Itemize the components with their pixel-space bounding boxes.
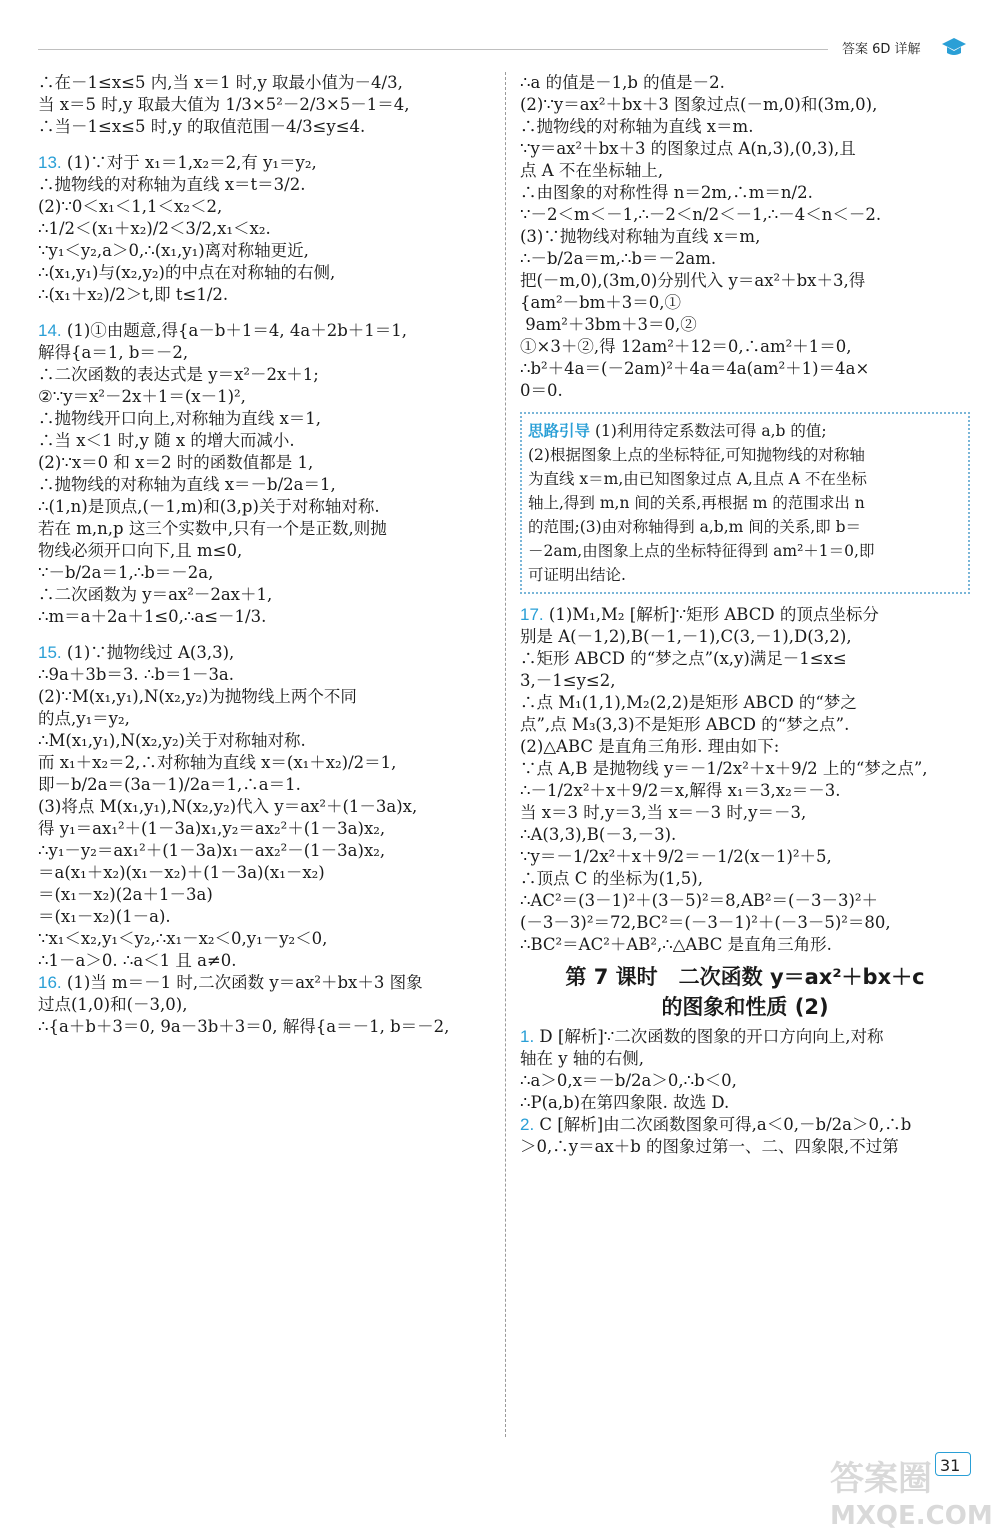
left-column-line: ∴(1,n)是顶点,(－1,m)和(3,p)关于对称轴对称. bbox=[38, 497, 380, 516]
right-column-top-line: {am²－bm＋3＝0,① bbox=[520, 293, 682, 312]
right-column-bottom bbox=[520, 1026, 970, 1158]
left-column-line: 16. (1)当 m＝－1 时,二次函数 y＝ax²＋bx＋3 图象 bbox=[38, 973, 423, 992]
left-column-line: ＝(x₁－x₂)(1－a). bbox=[38, 907, 171, 926]
right-column-mid-line: ∵y＝－1/2x²＋x＋9/2＝－1/2(x－1)²＋5, bbox=[520, 847, 832, 866]
lesson-title-line1: 第 7 课时 二次函数 y＝ax²＋bx＋c bbox=[565, 965, 925, 989]
right-column-top-line: ∵y＝ax²＋bx＋3 的图象过点 A(n,3),(0,3),且 bbox=[520, 139, 856, 158]
left-column bbox=[38, 72, 490, 1038]
right-column-mid-line: ∴A(3,3),B(－3,－3). bbox=[520, 825, 677, 844]
right-column-mid-line: ∴－1/2x²＋x＋9/2＝x,解得 x₁＝3,x₂＝－3. bbox=[520, 781, 841, 800]
right-column-mid bbox=[520, 604, 970, 956]
left-column-line: ∴当 x＜1 时,y 随 x 的增大而减小. bbox=[38, 431, 295, 450]
left-column-line: ∵－b/2a＝1,∴b＝－2a, bbox=[38, 563, 214, 582]
lesson-title bbox=[520, 962, 970, 1022]
right-column-top-line: ∵－2＜m＜－1,∴－2＜n/2＜－1,∴－4＜n＜－2. bbox=[520, 205, 882, 224]
right-column-top-line: (2)∵y＝ax²＋bx＋3 图象过点(－m,0)和(3m,0), bbox=[520, 95, 878, 114]
left-column-line: 得 y₁＝ax₁²＋(1－3a)x₁,y₂＝ax₂²＋(1－3a)x₂, bbox=[38, 819, 386, 838]
hint-title: 思路引导 bbox=[528, 421, 591, 440]
right-column-mid-line: 点”,点 M₃(3,3)不是矩形 ABCD 的“梦之点”. bbox=[520, 715, 850, 734]
left-column-line: 14. (1)①由题意,得{a－b＋1＝4, 4a＋2b＋1＝1, bbox=[38, 321, 408, 340]
left-column-line: ∵x₁＜x₂,y₁＜y₂,∴x₁－x₂＜0,y₁－y₂＜0, bbox=[38, 929, 328, 948]
left-column-line: (2)∵M(x₁,y₁),N(x₂,y₂)为抛物线上两个不同 bbox=[38, 687, 357, 706]
hint-line: －2am,由图象上点的坐标特征得到 am²＋1＝0,即 bbox=[528, 542, 875, 560]
right-column-mid-line: (2)△ABC 是直角三角形. 理由如下: bbox=[520, 737, 780, 756]
header-rule bbox=[38, 49, 828, 50]
right-column-bottom-line: 2. C [解析]由二次函数图象可得,a＜0,－b/2a＞0,∴b bbox=[520, 1115, 912, 1134]
right-column-top-line: (3)∵抛物线对称轴为直线 x＝m, bbox=[520, 227, 761, 246]
right-column-mid-line: 17. (1)M₁,M₂ [解析]∵矩形 ABCD 的顶点坐标分 bbox=[520, 605, 879, 624]
right-column-top-line: ∴b²＋4a＝(－2am)²＋4a＝4a(am²＋1)＝4a× bbox=[520, 359, 870, 378]
left-column-line: ∴y₁－y₂＝ax₁²＋(1－3a)x₁－ax₂²－(1－3a)x₂, bbox=[38, 841, 386, 860]
right-column-bottom-line: ∴P(a,b)在第四象限. 故选 D. bbox=[520, 1093, 730, 1112]
hint-line: (1)利用待定系数法可得 a,b 的值; bbox=[594, 422, 827, 440]
question-number: 13. bbox=[38, 153, 62, 172]
right-column-top-line: 9am²＋3bm＋3＝0,② bbox=[520, 315, 697, 334]
left-column-line: ∴抛物线的对称轴为直线 x＝－b/2a＝1, bbox=[38, 475, 336, 494]
right-column-mid-line: 3,－1≤y≤2, bbox=[520, 671, 616, 690]
question-number: 14. bbox=[38, 321, 62, 340]
left-column-line: 而 x₁＋x₂＝2,∴对称轴为直线 x＝(x₁＋x₂)/2＝1, bbox=[38, 753, 397, 772]
right-column-top bbox=[520, 72, 970, 402]
left-column-line: ②∵y＝x²－2x＋1＝(x－1)², bbox=[38, 387, 246, 406]
right-column-top-line: 0＝0. bbox=[520, 381, 563, 400]
hint-lines bbox=[528, 422, 962, 587]
right-column-mid-line: ∴BC²＝AC²＋AB²,∴△ABC 是直角三角形. bbox=[520, 935, 832, 954]
left-column-line bbox=[38, 306, 490, 320]
left-column-line: ∴二次函数为 y＝ax²－2ax＋1, bbox=[38, 585, 273, 604]
right-column-bottom-line: ∴a＞0,x＝－b/2a＞0,∴b＜0, bbox=[520, 1071, 737, 1090]
left-column-line: ∴二次函数的表达式是 y＝x²－2x＋1; bbox=[38, 365, 319, 384]
left-column-line: 物线必须开口向下,且 m≤0, bbox=[38, 541, 243, 560]
left-column-line: ∴(x₁＋x₂)/2＞t,即 t≤1/2. bbox=[38, 285, 229, 304]
left-column-line: ∴1－a＞0. ∴a＜1 且 a≠0. bbox=[38, 951, 237, 970]
hint-box bbox=[520, 412, 970, 594]
question-number: 2. bbox=[520, 1115, 535, 1134]
lesson-title-line2: 的图象和性质 (2) bbox=[661, 995, 829, 1019]
left-column-line: (2)∵0＜x₁＜1,1＜x₂＜2, bbox=[38, 197, 223, 216]
left-column-line: 若在 m,n,p 这三个实数中,只有一个是正数,则抛 bbox=[38, 519, 387, 538]
page-number: 31 bbox=[940, 1456, 961, 1475]
right-column-bottom-line: 轴在 y 轴的右侧, bbox=[520, 1049, 645, 1068]
hint-line: 轴上,得到 m,n 间的关系,再根据 m 的范围求出 n bbox=[528, 494, 865, 512]
right-column-mid-line: 当 x＝3 时,y＝3,当 x＝－3 时,y＝－3, bbox=[520, 803, 807, 822]
hint-line: 为直线 x＝m,由已知图象过点 A,且点 A 不在坐标 bbox=[528, 470, 867, 488]
right-column-mid-line: 别是 A(－1,2),B(－1,－1),C(3,－1),D(3,2), bbox=[520, 627, 852, 646]
right-column-mid-line: ∴点 M₁(1,1),M₂(2,2)是矩形 ABCD 的“梦之 bbox=[520, 693, 857, 712]
right-column bbox=[520, 72, 970, 1158]
left-column-line: 过点(1,0)和(－3,0), bbox=[38, 995, 188, 1014]
column-divider bbox=[505, 72, 506, 1437]
right-column-bottom-line: 1. D [解析]∵二次函数的图象的开口方向向上,对称 bbox=[520, 1027, 884, 1046]
right-column-top-line: ∴a 的值是－1,b 的值是－2. bbox=[520, 73, 725, 92]
hint-line: (2)根据图象上点的坐标特征,可知抛物线的对称轴 bbox=[528, 446, 865, 464]
left-column-line: ∴(x₁,y₁)与(x₂,y₂)的中点在对称轴的右侧, bbox=[38, 263, 336, 282]
right-column-mid-line: ∴矩形 ABCD 的“梦之点”(x,y)满足－1≤x≤ bbox=[520, 649, 847, 668]
left-column-line bbox=[38, 628, 490, 642]
right-column-top-line: ①×3＋②,得 12am²＋12＝0,∴am²＋1＝0, bbox=[520, 337, 852, 356]
right-column-top-line: ∴－b/2a＝m,∴b＝－2am. bbox=[520, 249, 717, 268]
right-column-mid-line: ∵点 A,B 是抛物线 y＝－1/2x²＋x＋9/2 上的“梦之点”, bbox=[520, 759, 928, 778]
left-column-line: ∴抛物线开口向上,对称轴为直线 x＝1, bbox=[38, 409, 322, 428]
left-column-line: ∴在－1≤x≤5 内,当 x＝1 时,y 取最小值为－4/3, bbox=[38, 73, 403, 92]
left-column-line: 13. (1)∵对于 x₁＝1,x₂＝2,有 y₁＝y₂, bbox=[38, 153, 317, 172]
left-column-line: ∴M(x₁,y₁),N(x₂,y₂)关于对称轴对称. bbox=[38, 731, 306, 750]
left-column-line: 的点,y₁＝y₂, bbox=[38, 709, 130, 728]
left-column-line: 解得{a＝1, b＝－2, bbox=[38, 343, 189, 362]
left-column-line: 即－b/2a＝(3a－1)/2a＝1,∴a＝1. bbox=[38, 775, 301, 794]
right-column-top-line: ∴由图象的对称性得 n＝2m,∴m＝n/2. bbox=[520, 183, 813, 202]
question-number: 15. bbox=[38, 643, 62, 662]
left-column-line: ∵y₁＜y₂,a＞0,∴(x₁,y₁)离对称轴更近, bbox=[38, 241, 309, 260]
left-column-line: 15. (1)∵抛物线过 A(3,3), bbox=[38, 643, 235, 662]
left-column-line: ∴{a＋b＋3＝0, 9a－3b＋3＝0, 解得{a＝－1, b＝－2, bbox=[38, 1017, 450, 1036]
question-number: 1. bbox=[520, 1027, 535, 1046]
right-column-bottom-line: ＞0,∴y＝ax＋b 的图象过第一、二、四象限,不过第 bbox=[520, 1137, 899, 1156]
question-number: 17. bbox=[520, 605, 544, 624]
left-column-line: ∴抛物线的对称轴为直线 x＝t＝3/2. bbox=[38, 175, 306, 194]
left-column-line: ∴9a＋3b＝3. ∴b＝1－3a. bbox=[38, 665, 235, 684]
answer-stamp-icon: 答案圈 bbox=[830, 1459, 932, 1499]
right-column-mid-line: ∴顶点 C 的坐标为(1,5), bbox=[520, 869, 703, 888]
hint-line: 的范围;(3)由对称轴得到 a,b,m 间的关系,即 b＝ bbox=[528, 518, 862, 536]
left-column-line: (2)∵x＝0 和 x＝2 时的函数值都是 1, bbox=[38, 453, 314, 472]
left-column-line: (3)将点 M(x₁,y₁),N(x₂,y₂)代入 y＝ax²＋(1－3a)x, bbox=[38, 797, 418, 816]
graduation-cap-icon bbox=[941, 34, 967, 60]
left-column-line: ＝(x₁－x₂)(2a＋1－3a) bbox=[38, 885, 213, 904]
header-label: 答案 6D 详解 bbox=[842, 42, 921, 57]
left-column-line: ∴m＝a＋2a＋1≤0,∴a≤－1/3. bbox=[38, 607, 267, 626]
left-column-line: 当 x＝5 时,y 取最大值为 1/3×5²－2/3×5－1＝4, bbox=[38, 95, 410, 114]
left-column-line: ∴1/2＜(x₁＋x₂)/2＜3/2,x₁＜x₂. bbox=[38, 219, 271, 238]
right-column-mid-line: (－3－3)²＝72,BC²＝(－3－1)²＋(－3－5)²＝80, bbox=[520, 913, 891, 932]
left-column-line: ∴当－1≤x≤5 时,y 的取值范围－4/3≤y≤4. bbox=[38, 117, 366, 136]
watermark bbox=[820, 1450, 1000, 1530]
right-column-mid-line: ∴AC²＝(3－1)²＋(3－5)²＝8,AB²＝(－3－3)²＋ bbox=[520, 891, 879, 910]
left-column-line: ＝a(x₁＋x₂)(x₁－x₂)＋(1－3a)(x₁－x₂) bbox=[38, 863, 325, 882]
right-column-top-line: 把(－m,0),(3m,0)分别代入 y＝ax²＋bx＋3,得 bbox=[520, 271, 866, 290]
hint-line: 可证明出结论. bbox=[528, 566, 626, 584]
right-column-top-line: ∴抛物线的对称轴为直线 x＝m. bbox=[520, 117, 754, 136]
watermark-text: MXQE.COM bbox=[830, 1501, 993, 1530]
question-number: 16. bbox=[38, 973, 62, 992]
left-column-line bbox=[38, 138, 490, 152]
right-column-top-line: 点 A 不在坐标轴上, bbox=[520, 161, 664, 180]
